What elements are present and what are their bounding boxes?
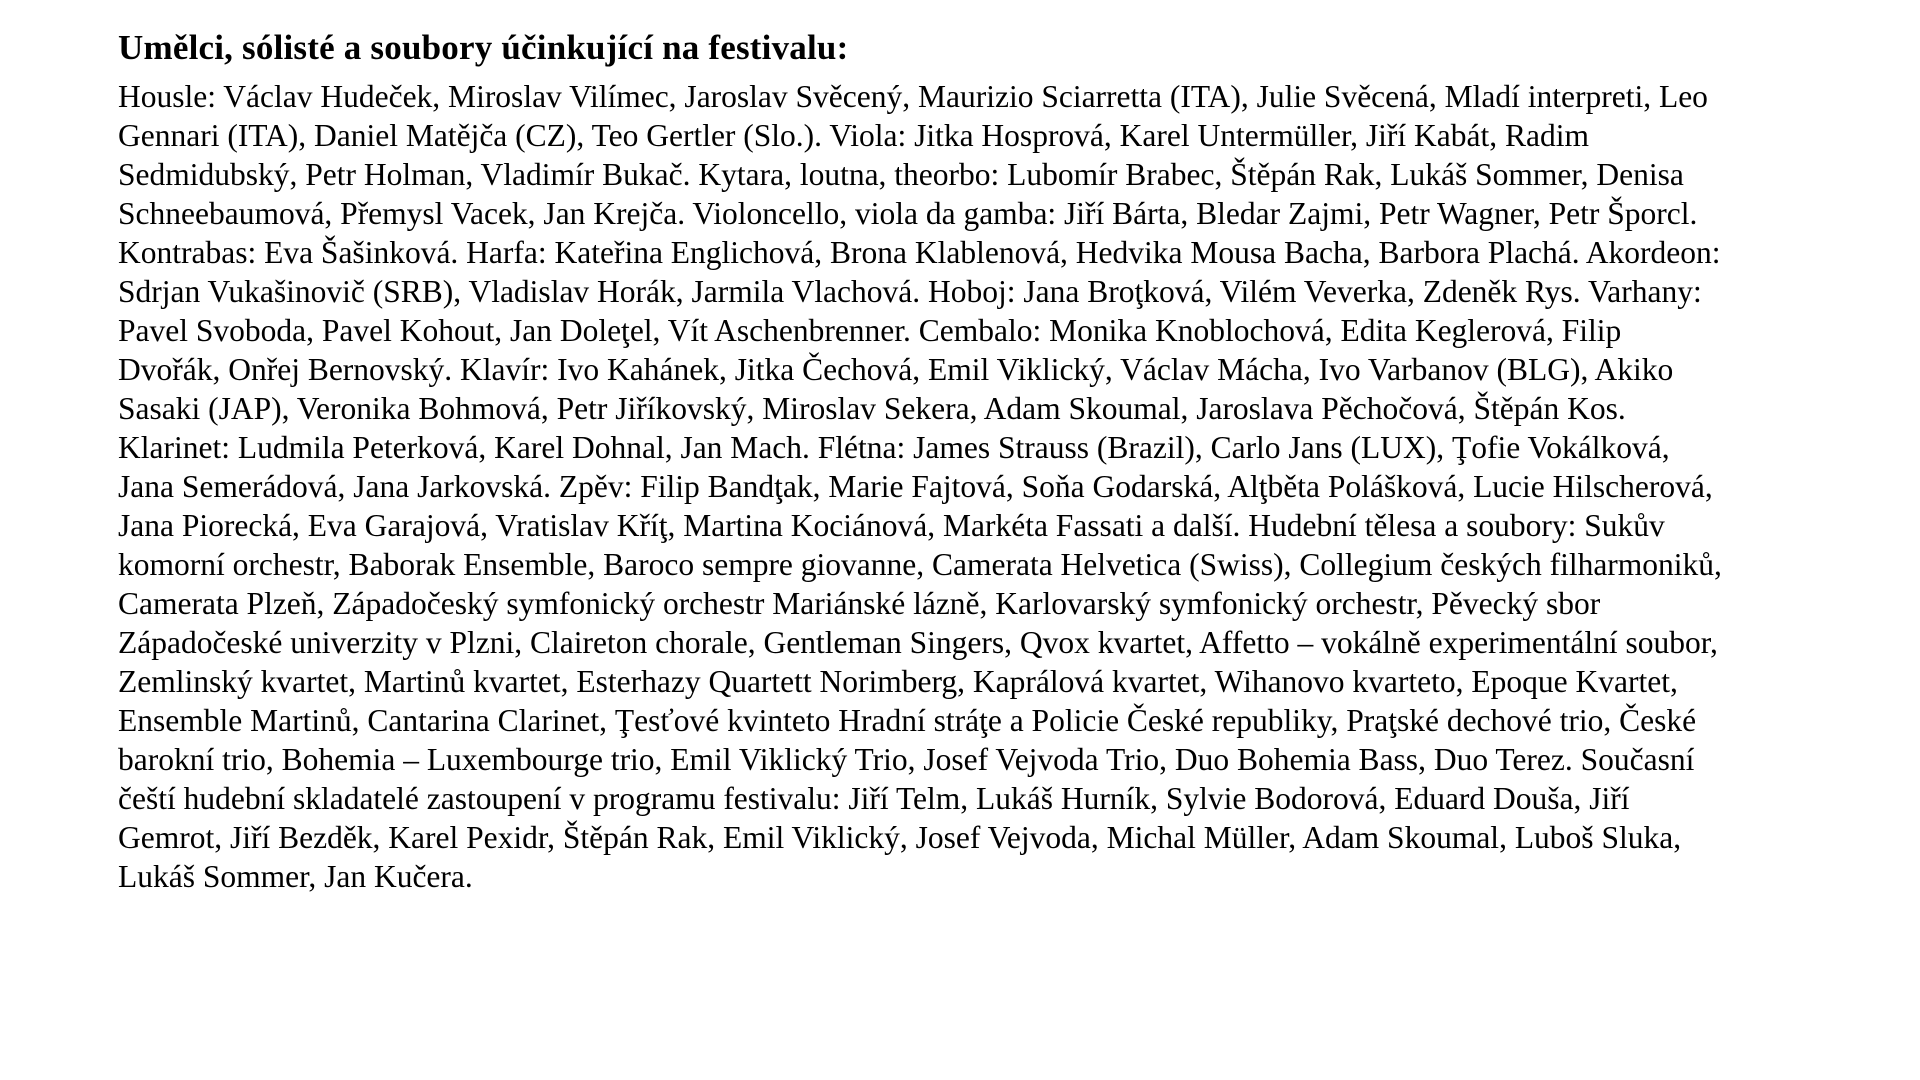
text-line: Gemrot, Jiří Bezděk, Karel Pexidr, Štěpán Rak, Emil Viklický, Josef Vejvoda, Michal Müller, Adam Skoumal, Luboš Sluka, [118,820,1682,855]
text-line: Schneebaumová, Přemysl Vacek, Jan Krejča. Violoncello, viola da gamba: Jiří Bárta, Bledar Zajmi, Petr Wagner, Petr Šporcl. [118,196,1698,231]
text-line: barokní trio, Bohemia – Luxembourge trio, Emil Viklický Trio, Josef Vejvoda Trio, Duo Bohemia Bass, Duo Terez. Současní [118,742,1695,777]
text-line: Klarinet: Ludmila Peterková, Karel Dohnal, Jan Mach. Flétna: James Strauss (Brazil), Carlo Jans (LUX), Ţofie Vokálková, [118,430,1670,465]
text-line: Jana Semerádová, Jana Jarkovská. Zpěv: Filip Bandţak, Marie Fajtová, Soňa Godarská, Alţběta Polášková, Lucie Hilscherová, [118,469,1713,504]
text-line: Ensemble Martinů, Cantarina Clarinet, Ţesťové kvinteto Hradní stráţe a Policie České republiky, Praţské dechové trio, České [118,703,1697,738]
artists-paragraph [118,77,1898,896]
text-line: Lukáš Sommer, Jan Kučera. [118,859,473,894]
text-line: Jana Piorecká, Eva Garajová, Vratislav Kříţ, Martina Kociánová, Markéta Fassati a další. Hudební tělesa a soubory: Sukův [118,508,1665,543]
text-line: čeští hudební skladatelé zastoupení v programu festivalu: Jiří Telm, Lukáš Hurník, Sylvie Bodorová, Eduard Douša, Jiří [118,781,1630,816]
text-line: Sasaki (JAP), Veronika Bohmová, Petr Jiříkovský, Miroslav Sekera, Adam Skoumal, Jaroslava Pěchočová, Štěpán Kos. [118,391,1626,426]
text-line: Pavel Svoboda, Pavel Kohout, Jan Doleţel, Vít Aschenbrenner. Cembalo: Monika Knoblochová, Edita Keglerová, Filip [118,313,1622,348]
text-line: Dvořák, Onřej Bernovský. Klavír: Ivo Kahánek, Jitka Čechová, Emil Viklický, Václav Mácha, Ivo Varbanov (BLG), Akiko [118,352,1674,387]
text-line: Sedmidubský, Petr Holman, Vladimír Bukač. Kytara, loutna, theorbo: Lubomír Brabec, Štěpán Rak, Lukáš Sommer, Denisa [118,157,1684,192]
text-line: Housle: Václav Hudeček, Miroslav Vilímec, Jaroslav Svěcený, Maurizio Sciarretta (ITA), Julie Svěcená, Mladí interpreti, Leo [118,79,1708,114]
text-line: Camerata Plzeň, Západočeský symfonický orchestr Mariánské lázně, Karlovarský symfonický orchestr, Pěvecký sbor [118,586,1601,621]
text-line: Západočeské univerzity v Plzni, Claireton chorale, Gentleman Singers, Qvox kvartet, Affetto – vokálně experimentální soubor, [118,625,1718,660]
text-line: Gennari (ITA), Daniel Matějča (CZ), Teo Gertler (Slo.). Viola: Jitka Hosprová, Karel Untermüller, Jiří Kabát, Radim [118,118,1590,153]
text-line: Kontrabas: Eva Šašinková. Harfa: Kateřina Englichová, Brona Klablenová, Hedvika Mousa Bacha, Barbora Plachá. Akordeon: [118,235,1721,270]
text-line: komorní orchestr, Baborak Ensemble, Baroco sempre giovanne, Camerata Helvetica (Swiss), Collegium českých filharmoniků, [118,547,1722,582]
text-line: Zemlinský kvartet, Martinů kvartet, Esterhazy Quartett Norimberg, Kaprálová kvartet, Wihanovo kvarteto, Epoque Kvartet, [118,664,1678,699]
page-title: Umělci, sólisté a soubory účinkující na festivalu: [118,28,849,67]
text-line: Sdrjan Vukašinovič (SRB), Vladislav Horák, Jarmila Vlachová. Hoboj: Jana Broţková, Vilém Veverka, Zdeněk Rys. Varhany: [118,274,1702,309]
